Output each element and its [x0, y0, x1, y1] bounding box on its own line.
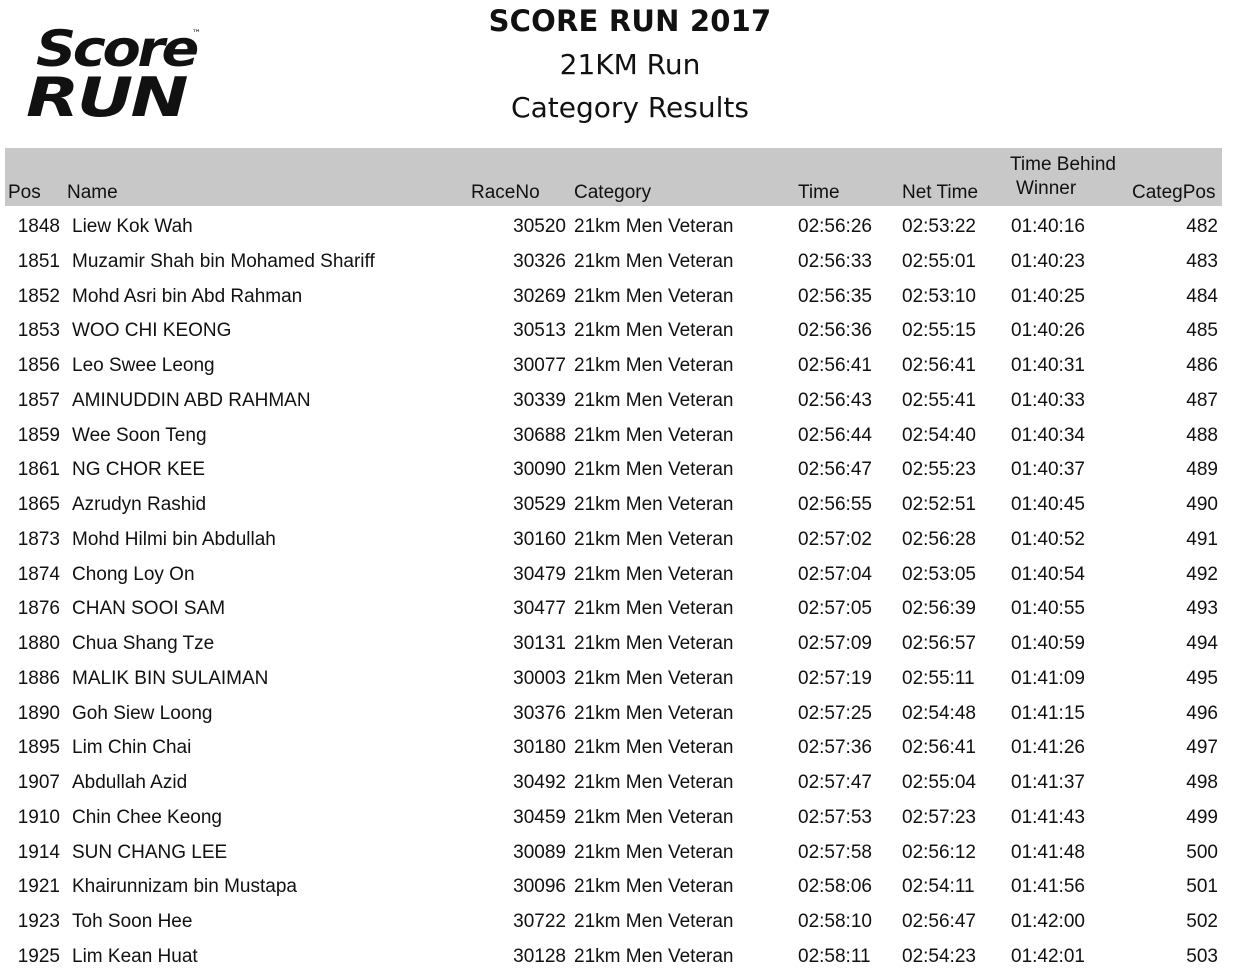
cell-raceno: 30477: [513, 598, 566, 620]
cell-time-behind: 01:40:37: [1011, 459, 1085, 481]
cell-pos: 1923: [17, 911, 60, 932]
cell-raceno: 30326: [513, 250, 566, 272]
race-subtitle: 21KM Run: [559, 48, 701, 81]
cell-category: 21km Men Veteran: [574, 806, 734, 828]
cell-categpos: 494: [1186, 633, 1218, 654]
cell-name: SUN CHANG LEE: [72, 841, 228, 863]
cell-time: 02:56:47: [798, 459, 872, 481]
cell-raceno: 30529: [513, 494, 566, 515]
cell-time-behind: 01:41:37: [1011, 772, 1085, 793]
table-row: [0, 382, 1242, 417]
cell-category: 21km Men Veteran: [574, 250, 734, 272]
cell-raceno: 30131: [513, 633, 566, 654]
table-row: [0, 729, 1242, 764]
cell-time-behind: 01:40:54: [1011, 563, 1085, 585]
cell-pos: 1852: [17, 285, 60, 307]
table-row: [0, 417, 1242, 452]
table-row: [0, 903, 1242, 938]
cell-category: 21km Men Veteran: [574, 667, 734, 689]
cell-name: CHAN SOOI SAM: [72, 598, 226, 620]
cell-time-behind: 01:41:43: [1011, 806, 1085, 828]
cell-time: 02:57:25: [798, 702, 872, 724]
cell-raceno: 30513: [513, 320, 566, 342]
cell-categpos: 483: [1186, 250, 1218, 272]
table-row: [0, 521, 1242, 556]
cell-name: AMINUDDIN ABD RAHMAN: [72, 389, 311, 411]
cell-categpos: 484: [1186, 285, 1218, 307]
cell-name: Mohd Hilmi bin Abdullah: [72, 528, 276, 550]
table-row: [0, 625, 1242, 660]
cell-net-time: 02:54:40: [902, 424, 976, 446]
cell-pos: 1857: [17, 389, 60, 411]
cell-category: 21km Men Veteran: [574, 355, 734, 376]
header-category: Category: [574, 182, 652, 203]
table-row: [0, 764, 1242, 799]
cell-time-behind: 01:40:59: [1011, 633, 1085, 654]
cell-time-behind: 01:41:15: [1011, 702, 1085, 724]
cell-time: 02:58:06: [798, 876, 872, 898]
cell-category: 21km Men Veteran: [574, 563, 734, 585]
cell-time: 02:57:47: [798, 772, 872, 793]
table-row: [0, 486, 1242, 521]
cell-pos: 1865: [17, 494, 60, 515]
cell-net-time: 02:54:11: [902, 876, 975, 898]
cell-pos: 1876: [17, 598, 60, 620]
cell-net-time: 02:53:22: [902, 216, 976, 237]
cell-category: 21km Men Veteran: [574, 598, 734, 620]
cell-time: 02:56:55: [798, 494, 872, 515]
cell-name: Chua Shang Tze: [72, 633, 215, 654]
cell-category: 21km Men Veteran: [574, 459, 734, 481]
cell-categpos: 500: [1186, 841, 1218, 863]
cell-categpos: 499: [1186, 806, 1218, 828]
cell-raceno: 30089: [513, 841, 566, 863]
table-row: [0, 451, 1242, 486]
cell-name: Chong Loy On: [72, 563, 195, 585]
cell-raceno: 30077: [513, 355, 566, 376]
table-row: [0, 278, 1242, 313]
cell-categpos: 497: [1186, 737, 1218, 759]
cell-category: 21km Men Veteran: [574, 772, 734, 793]
cell-raceno: 30688: [513, 424, 566, 446]
cell-time: 02:56:26: [798, 216, 872, 237]
cell-time-behind: 01:40:23: [1011, 250, 1085, 272]
cell-net-time: 02:54:48: [902, 702, 976, 724]
cell-categpos: 485: [1186, 320, 1218, 342]
logo-graphic: [22, 18, 212, 128]
cell-category: 21km Men Veteran: [574, 285, 734, 307]
header-time-behind: Time Behind: [1010, 154, 1116, 175]
cell-net-time: 02:56:57: [902, 633, 976, 654]
cell-pos: 1921: [17, 876, 60, 898]
cell-categpos: 493: [1186, 598, 1218, 620]
header-net-time: Net Time: [902, 182, 979, 203]
table-row: [0, 590, 1242, 625]
cell-net-time: 02:56:28: [902, 528, 976, 550]
header-winner: Winner: [1016, 178, 1077, 199]
cell-time-behind: 01:42:00: [1011, 911, 1085, 932]
cell-categpos: 496: [1186, 702, 1218, 724]
cell-categpos: 501: [1186, 876, 1218, 898]
cell-time: 02:57:04: [798, 563, 872, 585]
cell-time-behind: 01:40:52: [1011, 528, 1085, 550]
cell-pos: 1861: [17, 459, 60, 481]
cell-category: 21km Men Veteran: [574, 841, 734, 863]
cell-net-time: 02:55:15: [902, 320, 976, 342]
cell-raceno: 30269: [513, 285, 566, 307]
cell-pos: 1895: [17, 737, 60, 759]
cell-pos: 1853: [17, 320, 60, 342]
table-header: [5, 148, 1222, 206]
cell-raceno: 30722: [513, 911, 566, 932]
cell-pos: 1859: [17, 424, 60, 446]
cell-name: Liew Kok Wah: [72, 216, 193, 237]
cell-name: Khairunnizam bin Mustapa: [72, 876, 297, 898]
cell-time: 02:57:53: [798, 806, 872, 828]
cell-time-behind: 01:40:26: [1011, 320, 1085, 342]
cell-name: MALIK BIN SULAIMAN: [72, 667, 269, 689]
cell-time: 02:56:36: [798, 320, 872, 342]
table-row: [0, 243, 1242, 278]
cell-time-behind: 01:41:56: [1011, 876, 1085, 898]
logo-word-score: Score: [36, 20, 198, 78]
cell-raceno: 30003: [513, 667, 566, 689]
cell-time: 02:56:35: [798, 285, 872, 307]
cell-categpos: 482: [1186, 216, 1218, 237]
cell-category: 21km Men Veteran: [574, 911, 734, 932]
cell-category: 21km Men Veteran: [574, 216, 734, 237]
cell-net-time: 02:55:41: [902, 389, 976, 411]
cell-category: 21km Men Veteran: [574, 702, 734, 724]
cell-time: 02:56:43: [798, 389, 872, 411]
cell-pos: 1874: [17, 563, 60, 585]
cell-category: 21km Men Veteran: [574, 876, 734, 898]
cell-name: Muzamir Shah bin Mohamed Shariff: [72, 250, 375, 272]
cell-raceno: 30479: [513, 563, 566, 585]
cell-category: 21km Men Veteran: [574, 424, 734, 446]
cell-time-behind: 01:40:16: [1011, 216, 1085, 237]
cell-categpos: 486: [1186, 355, 1218, 376]
cell-net-time: 02:55:01: [902, 250, 976, 272]
cell-categpos: 487: [1186, 389, 1218, 411]
table-row: [0, 868, 1242, 903]
cell-name: Goh Siew Loong: [72, 702, 213, 724]
table-row: [0, 312, 1242, 347]
logo-trademark: ™: [192, 29, 201, 39]
cell-net-time: 02:56:41: [902, 737, 976, 759]
score-run-logo: [22, 18, 212, 128]
cell-category: 21km Men Veteran: [574, 320, 734, 342]
cell-time-behind: 01:40:45: [1011, 494, 1085, 515]
cell-time-behind: 01:40:25: [1011, 285, 1085, 307]
cell-categpos: 502: [1186, 911, 1218, 932]
cell-time: 02:56:44: [798, 424, 872, 446]
cell-pos: 1907: [17, 772, 60, 793]
cell-category: 21km Men Veteran: [574, 737, 734, 759]
cell-category: 21km Men Veteran: [574, 494, 734, 515]
header-categpos: CategPos: [1132, 182, 1216, 203]
cell-pos: 1856: [17, 355, 60, 376]
cell-category: 21km Men Veteran: [574, 528, 734, 550]
cell-raceno: 30376: [513, 702, 566, 724]
cell-time-behind: 01:41:26: [1011, 737, 1085, 759]
cell-raceno: 30520: [513, 216, 566, 237]
cell-net-time: 02:53:05: [902, 563, 976, 585]
cell-time-behind: 01:41:09: [1011, 667, 1085, 689]
cell-net-time: 02:56:39: [902, 598, 976, 620]
cell-time: 02:56:41: [798, 355, 872, 376]
cell-net-time: 02:55:11: [902, 667, 975, 689]
cell-name: Leo Swee Leong: [72, 355, 215, 376]
cell-raceno: 30339: [513, 389, 566, 411]
cell-time-behind: 01:40:33: [1011, 389, 1085, 411]
cell-time: 02:58:11: [798, 945, 871, 967]
cell-time: 02:57:36: [798, 737, 872, 759]
cell-raceno: 30128: [513, 945, 566, 967]
table-row: [0, 556, 1242, 591]
cell-net-time: 02:56:41: [902, 355, 976, 376]
cell-time-behind: 01:40:34: [1011, 424, 1085, 446]
table-row: [0, 834, 1242, 869]
cell-name: Wee Soon Teng: [72, 424, 207, 446]
cell-category: 21km Men Veteran: [574, 633, 734, 654]
cell-name: Toh Soon Hee: [72, 911, 193, 932]
cell-categpos: 498: [1186, 772, 1218, 793]
table-row: [0, 347, 1242, 382]
cell-name: NG CHOR KEE: [72, 459, 206, 481]
header-pos: Pos: [8, 182, 41, 203]
cell-name: Chin Chee Keong: [72, 806, 222, 828]
cell-categpos: 491: [1186, 528, 1218, 550]
cell-pos: 1880: [17, 633, 60, 654]
cell-time: 02:57:19: [798, 667, 872, 689]
cell-name: Mohd Asri bin Abd Rahman: [72, 285, 303, 307]
cell-time-behind: 01:40:31: [1011, 355, 1085, 376]
cell-categpos: 503: [1186, 945, 1218, 967]
cell-time: 02:58:10: [798, 911, 872, 932]
cell-net-time: 02:56:47: [902, 911, 976, 932]
logo-word-run: RUN: [26, 66, 189, 128]
cell-pos: 1848: [17, 216, 60, 237]
table-row: [0, 208, 1242, 243]
cell-raceno: 30180: [513, 737, 566, 759]
cell-net-time: 02:54:23: [902, 945, 976, 967]
cell-time: 02:57:02: [798, 528, 872, 550]
cell-category: 21km Men Veteran: [574, 945, 734, 967]
cell-time: 02:56:33: [798, 250, 872, 272]
cell-name: Abdullah Azid: [72, 772, 188, 793]
cell-name: Lim Chin Chai: [72, 737, 192, 759]
cell-raceno: 30160: [513, 528, 566, 550]
cell-pos: 1910: [17, 806, 60, 828]
table-row: [0, 938, 1242, 973]
cell-net-time: 02:57:23: [902, 806, 976, 828]
cell-time: 02:57:58: [798, 841, 872, 863]
cell-time-behind: 01:42:01: [1011, 945, 1085, 967]
event-title: SCORE RUN 2017: [488, 4, 772, 38]
cell-time-behind: 01:41:48: [1011, 841, 1085, 863]
cell-pos: 1925: [17, 945, 60, 967]
cell-name: Lim Kean Huat: [72, 945, 198, 967]
cell-name: WOO CHI KEONG: [72, 320, 232, 342]
cell-raceno: 30096: [513, 876, 566, 898]
cell-name: Azrudyn Rashid: [72, 494, 207, 515]
table-row: [0, 799, 1242, 834]
table-row: [0, 695, 1242, 730]
table-row: [0, 660, 1242, 695]
cell-pos: 1890: [17, 702, 60, 724]
cell-pos: 1914: [17, 841, 60, 863]
cell-net-time: 02:56:12: [902, 841, 976, 863]
cell-raceno: 30090: [513, 459, 566, 481]
cell-net-time: 02:55:04: [902, 772, 976, 793]
cell-pos: 1873: [17, 528, 60, 550]
cell-raceno: 30492: [513, 772, 566, 793]
cell-categpos: 495: [1186, 667, 1218, 689]
cell-categpos: 489: [1186, 459, 1218, 481]
results-subtitle: Category Results: [511, 91, 749, 124]
cell-time-behind: 01:40:55: [1011, 598, 1085, 620]
cell-pos: 1851: [17, 250, 60, 272]
cell-net-time: 02:52:51: [902, 494, 976, 515]
header-name: Name: [67, 182, 118, 203]
header-raceno: RaceNo: [471, 182, 540, 203]
cell-net-time: 02:53:10: [902, 285, 976, 307]
header-time: Time: [798, 182, 840, 203]
cell-pos: 1886: [17, 667, 60, 689]
cell-category: 21km Men Veteran: [574, 389, 734, 411]
cell-net-time: 02:55:23: [902, 459, 976, 481]
cell-time: 02:57:09: [798, 633, 872, 654]
cell-raceno: 30459: [513, 806, 566, 828]
cell-categpos: 488: [1186, 424, 1218, 446]
cell-time: 02:57:05: [798, 598, 872, 620]
cell-categpos: 492: [1186, 563, 1218, 585]
cell-categpos: 490: [1186, 494, 1218, 515]
